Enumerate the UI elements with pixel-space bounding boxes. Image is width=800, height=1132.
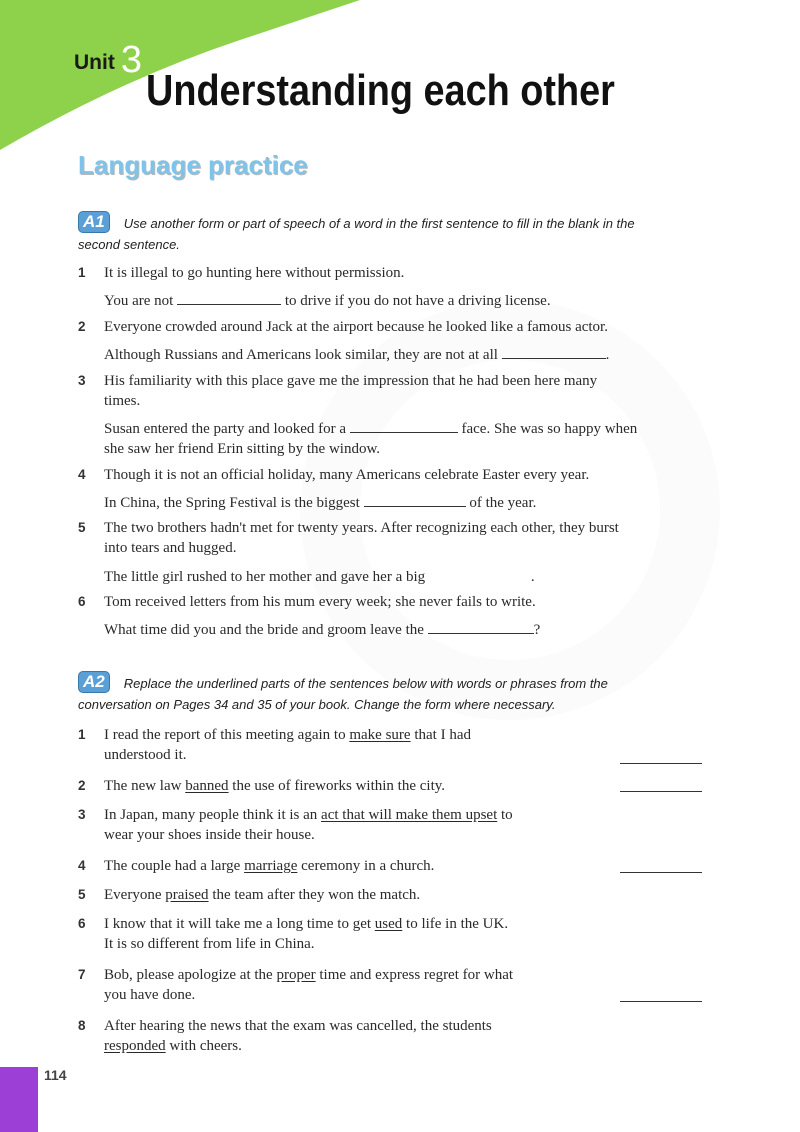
underlined-phrase: proper	[276, 967, 316, 983]
underlined-phrase: used	[374, 916, 403, 932]
purple-page-tab	[0, 1067, 38, 1132]
a1-item-gap-sentence	[104, 344, 724, 365]
a1-item-number: 6	[78, 594, 86, 609]
a1-item-gap-sentence	[104, 418, 724, 459]
a1-item-gap-sentence	[104, 492, 724, 513]
unit-word: Unit	[74, 51, 115, 74]
a2-item-number: 2	[78, 778, 86, 793]
sentence-end: to	[501, 807, 513, 823]
a1-item-sentence: It is illegal to go hunting here without permission.	[104, 265, 405, 281]
gap-sentence-start: What time did you and the bride and groom leave the	[104, 622, 424, 638]
sentence-start: I know that it will take me a long time to get	[104, 916, 372, 932]
answer-blank[interactable]	[620, 791, 702, 792]
fill-blank[interactable]	[429, 566, 531, 581]
a1-item-gap-sentence	[104, 619, 724, 640]
a1-instruction	[78, 212, 728, 255]
sentence-start: Everyone	[104, 887, 162, 903]
a2-item-number: 8	[78, 1018, 86, 1033]
sentence-continued: wear your shoes inside their house.	[104, 827, 315, 843]
gap-sentence-end: ?	[533, 622, 541, 638]
a2-item-sentence	[104, 885, 724, 905]
gap-sentence-end: to drive if you do not have a driving license.	[284, 293, 551, 309]
sentence-continued: understood it.	[104, 747, 187, 763]
answer-blank[interactable]	[620, 872, 702, 873]
a2-item-number: 7	[78, 967, 86, 982]
a2-badge: A2	[78, 671, 110, 693]
a2-item-number: 6	[78, 916, 86, 931]
sentence-start: In Japan, many people think it is an	[104, 807, 318, 823]
a1-item-sentence: Tom received letters from his mum every week; she never fails to write.	[104, 594, 536, 610]
sentence-start: The couple had a large	[104, 858, 241, 874]
sentence-continued: It is so different from life in China.	[104, 936, 315, 952]
sentence-line-1: His familiarity with this place gave me the impression that he had been here many	[104, 373, 598, 389]
sentence-line-2: times.	[104, 393, 141, 409]
a1-instruction-line-1: Use another form or part of speech of a word in the first sentence to fill in the blank in the	[123, 216, 635, 231]
sentence-end: the team after they won the match.	[212, 887, 421, 903]
a2-item-number: 5	[78, 887, 86, 902]
gap-sentence-start: The little girl rushed to her mother and gave her a big	[104, 569, 426, 585]
a2-item-sentence	[104, 856, 724, 876]
a1-item-sentence: Everyone crowded around Jack at the airport because he looked like a famous actor.	[104, 319, 608, 335]
a2-item-sentence	[104, 805, 724, 845]
page-title: Understanding each other	[146, 66, 615, 115]
gap-sentence-end: .	[605, 347, 610, 363]
a1-item-sentence	[104, 518, 724, 558]
gap-sentence-start: In China, the Spring Festival is the biggest	[104, 495, 360, 511]
a1-item-sentence: Though it is not an official holiday, many Americans celebrate Easter every year.	[104, 467, 590, 483]
a2-instruction-line-2: conversation on Pages 34 and 35 of your book. Change the form where necessary.	[78, 697, 556, 712]
unit-label	[74, 36, 142, 79]
a1-item-number: 4	[78, 467, 86, 482]
underlined-phrase: act that will make them upset	[321, 807, 498, 823]
a2-item-sentence	[104, 725, 724, 765]
a1-badge: A1	[78, 211, 110, 233]
underlined-phrase: make sure	[349, 727, 411, 743]
gap-sentence-start: Although Russians and Americans look similar, they are not at all	[104, 347, 498, 363]
underlined-phrase: marriage	[244, 858, 298, 874]
fill-blank[interactable]	[428, 619, 534, 634]
underlined-phrase: praised	[165, 887, 209, 903]
sentence-end: time and express regret for what	[319, 967, 514, 983]
sentence-start: I read the report of this meeting again to	[104, 727, 346, 743]
sentence-line-1: The two brothers hadn't met for twenty years. After recognizing each other, they burst	[104, 520, 619, 536]
underlined-phrase: responded	[104, 1038, 166, 1054]
sentence-end: with cheers.	[169, 1038, 242, 1054]
fill-blank[interactable]	[177, 290, 281, 305]
a2-item-sentence	[104, 1016, 724, 1056]
a2-item-sentence	[104, 965, 724, 1005]
a1-instruction-line-2: second sentence.	[78, 237, 180, 252]
underlined-phrase: banned	[185, 778, 229, 794]
answer-blank[interactable]	[620, 1001, 702, 1002]
a2-instruction	[78, 672, 728, 715]
fill-blank[interactable]	[350, 418, 458, 433]
unit-number: 3	[120, 39, 142, 81]
a2-item-sentence	[104, 776, 724, 796]
sentence-start: Bob, please apologize at the	[104, 967, 273, 983]
gap-sentence-end: .	[530, 569, 535, 585]
section-heading: Language practice	[78, 150, 308, 180]
sentence-end: ceremony in a church.	[301, 858, 435, 874]
a1-item-gap-sentence	[104, 566, 724, 587]
gap-sentence-continued: she saw her friend Erin sitting by the window.	[104, 441, 381, 457]
a1-item-number: 2	[78, 319, 86, 334]
a1-item-gap-sentence	[104, 290, 724, 311]
fill-blank[interactable]	[502, 344, 606, 359]
a2-item-number: 4	[78, 858, 86, 873]
a2-item-number: 3	[78, 807, 86, 822]
a2-item-number: 1	[78, 727, 86, 742]
sentence-start: The new law	[104, 778, 182, 794]
a1-item-number: 5	[78, 520, 86, 535]
answer-blank[interactable]	[620, 763, 702, 764]
fill-blank[interactable]	[364, 492, 466, 507]
sentence-continued: you have done.	[104, 987, 196, 1003]
gap-sentence-start: You are not	[104, 293, 174, 309]
page-number: 114	[44, 1067, 67, 1083]
gap-sentence-start: Susan entered the party and looked for a	[104, 421, 346, 437]
sentence-end: that I had	[414, 727, 471, 743]
sentence-end: the use of fireworks within the city.	[232, 778, 446, 794]
a1-item-number: 3	[78, 373, 86, 388]
gap-sentence-end: face. She was so happy when	[461, 421, 638, 437]
a1-item-sentence	[104, 371, 724, 411]
sentence-line-2: into tears and hugged.	[104, 540, 237, 556]
sentence-end: to life in the UK.	[406, 916, 509, 932]
a1-item-number: 1	[78, 265, 86, 280]
gap-sentence-end: of the year.	[469, 495, 537, 511]
a2-item-sentence	[104, 914, 724, 954]
sentence-start: After hearing the news that the exam was cancelled, the students	[104, 1018, 492, 1034]
a2-instruction-line-1: Replace the underlined parts of the sentences below with words or phrases from the	[123, 676, 608, 691]
